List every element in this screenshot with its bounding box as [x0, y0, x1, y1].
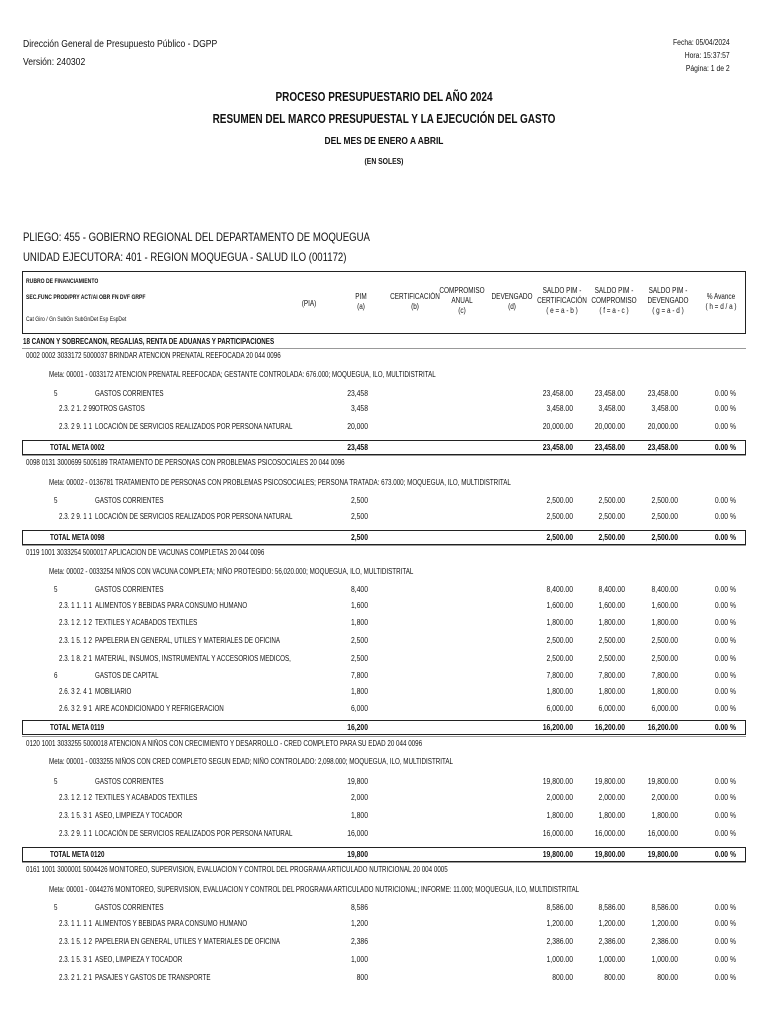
col-pim-sub: (a) — [357, 302, 365, 311]
col-cert-sub: (b) — [411, 302, 419, 311]
category-row — [22, 388, 746, 400]
row-code: 2.3. 2 9. 1 1 — [59, 512, 92, 521]
row-label: TOTAL META 0002 — [50, 443, 105, 452]
row-label: TOTAL META 0120 — [50, 850, 105, 859]
report-titles — [0, 86, 768, 171]
cell-e: 2,500.00 — [546, 496, 573, 505]
cell-g: 2,500.00 — [651, 496, 678, 505]
cell-f: 1,800.00 — [598, 811, 625, 820]
row-label: TEXTILES Y ACABADOS TEXTILES — [95, 618, 198, 627]
cell-f: 2,500.00 — [598, 654, 625, 663]
total-row — [22, 442, 746, 454]
col-catgiro: Cat Giro / Gn SubGn SubGnDet Esp EspDet — [26, 316, 127, 323]
report-header-left — [23, 35, 217, 71]
col-avance-label: % Avance — [706, 292, 736, 301]
cell-pim: 16,200 — [347, 723, 368, 732]
date-text: Fecha: 05/04/2024 — [673, 38, 730, 47]
row-code: 5 — [54, 903, 58, 912]
cell-f: 2,500.00 — [598, 496, 625, 505]
cell-f: 7,800.00 — [598, 671, 625, 680]
title-line-4: (EN SOLES) — [364, 156, 404, 166]
total-row — [22, 722, 746, 734]
col-pim-label: PIM — [355, 292, 367, 301]
cell-g: 16,200.00 — [647, 723, 678, 732]
row-label: LOCACIÓN DE SERVICIOS REALIZADOS POR PERSONA NATURAL — [95, 422, 293, 431]
cell-g: 8,586.00 — [651, 903, 678, 912]
cell-pim: 20,000 — [347, 422, 368, 431]
cell-h: 0.00 % — [714, 704, 736, 713]
cell-f: 2,500.00 — [598, 636, 625, 645]
col-saldo-dev-l2: DEVENGADO — [647, 296, 689, 305]
version-text: Versión: 240302 — [23, 56, 86, 68]
row-label: Meta: 00001 - 0044276 MONITOREO, SUPERVISION, EVALUACION Y CONTROL DEL PROGRAMA ARTICULADO NUTRICIONAL; INFORME: 11.000; MOQUEGUA, ILO, MULTIDISTRITAL — [49, 885, 580, 894]
unidad-ejecutora-text: UNIDAD EJECUTORA: 401 - REGION MOQUEGUA - SALUD ILO (001172) — [23, 250, 347, 264]
cell-h: 0.00 % — [714, 955, 736, 964]
cell-g: 800.00 — [657, 973, 678, 982]
cell-pim: 2,500 — [350, 654, 368, 663]
total-row — [22, 532, 746, 544]
col-comp-sub: (c) — [458, 306, 466, 315]
col-pia: (PIA) — [301, 299, 317, 308]
category-row — [22, 670, 746, 682]
col-avance — [697, 292, 745, 312]
cell-pim: 16,000 — [347, 829, 368, 838]
item-row — [22, 810, 746, 822]
cell-f: 8,586.00 — [598, 903, 625, 912]
meta-row — [22, 547, 746, 559]
row-code: 2.3. 1 2. 1 2 — [59, 793, 92, 802]
cell-pim: 8,400 — [350, 585, 368, 594]
meta-row — [22, 738, 746, 750]
title-line-1: PROCESO PRESUPUESTARIO DEL AÑO 2024 — [275, 90, 493, 104]
pliego-text: PLIEGO: 455 - GOBIERNO REGIONAL DEL DEPARTAMENTO DE MOQUEGUA — [23, 230, 370, 244]
cell-f: 1,000.00 — [598, 955, 625, 964]
cell-h: 0.00 % — [714, 618, 736, 627]
row-label: GASTOS CORRIENTES — [95, 389, 164, 398]
cell-h: 0.00 % — [714, 585, 736, 594]
cell-pim: 2,500 — [350, 512, 368, 521]
col-saldo-dev-l3: ( g = a - d ) — [652, 306, 684, 315]
title-line-3: DEL MES DE ENERO A ABRIL — [324, 135, 444, 147]
cell-g: 6,000.00 — [651, 704, 678, 713]
cell-h: 0.00 % — [714, 636, 736, 645]
cell-f: 2,386.00 — [598, 937, 625, 946]
cell-e: 20,000.00 — [542, 422, 573, 431]
cell-pim: 1,800 — [350, 811, 368, 820]
category-row — [22, 776, 746, 788]
row-label: Meta: 00001 - 0033255 NIÑOS CON CRED COMPLETO SEGUN EDAD; NIÑO CONTROLADO: 2,098.000; MOQUEGUA, ILO, MULTIDISTRITAL — [49, 757, 453, 766]
meta-description-row — [22, 884, 746, 896]
cell-g: 1,600.00 — [651, 601, 678, 610]
row-code: 2.3. 2 9. 1 1 — [59, 829, 92, 838]
cell-e: 1,800.00 — [546, 811, 573, 820]
item-row — [22, 686, 746, 698]
cell-f: 19,800.00 — [594, 850, 625, 859]
cell-e: 8,400.00 — [546, 585, 573, 594]
col-cert-label: CERTIFICACIÓN — [390, 292, 440, 301]
col-comp — [434, 286, 490, 316]
cell-g: 23,458.00 — [647, 443, 678, 452]
cell-f: 16,000.00 — [594, 829, 625, 838]
cell-h: 0.00 % — [714, 811, 736, 820]
row-label: AIRE ACONDICIONADO Y REFRIGERACION — [95, 704, 224, 713]
rubro-row — [22, 336, 746, 348]
cell-e: 23,458.00 — [542, 389, 573, 398]
cell-pim: 2,500 — [350, 636, 368, 645]
item-row — [22, 936, 746, 948]
item-row — [22, 403, 746, 415]
cell-pim: 2,500 — [350, 533, 368, 542]
row-code: 2.3. 1 8. 2 1 — [59, 654, 92, 663]
row-label: PASAJES Y GASTOS DE TRANSPORTE — [95, 973, 211, 982]
cell-pim: 7,800 — [350, 671, 368, 680]
cell-h: 0.00 % — [714, 973, 736, 982]
col-dev-label: DEVENGADO — [491, 292, 533, 301]
cell-f: 23,458.00 — [594, 443, 625, 452]
row-code: 2.3. 1 1. 1 1 — [59, 919, 92, 928]
cell-e: 2,500.00 — [546, 533, 573, 542]
cell-h: 0.00 % — [714, 850, 736, 859]
row-code: 2.6. 3 2. 4 1 — [59, 687, 92, 696]
row-code: 5 — [54, 777, 58, 786]
row-divider — [22, 545, 746, 546]
cell-e: 1,600.00 — [546, 601, 573, 610]
title-line-2: RESUMEN DEL MARCO PRESUPUESTAL Y LA EJECUCIÓN DEL GASTO — [212, 112, 556, 126]
cell-e: 1,200.00 — [546, 919, 573, 928]
cell-e: 2,500.00 — [546, 654, 573, 663]
cell-h: 0.00 % — [714, 422, 736, 431]
row-label: Meta: 00002 - 0136781 TRATAMIENTO DE PERSONAS CON PROBLEMAS PSICOSOCIALES; PERSONA TRATADA: 673.000; MOQUEGUA, ILO, MULTIDISTRITAL — [49, 478, 511, 487]
total-row — [22, 849, 746, 861]
category-row — [22, 902, 746, 914]
cell-f: 2,500.00 — [598, 512, 625, 521]
item-row — [22, 600, 746, 612]
cell-h: 0.00 % — [714, 404, 736, 413]
row-label: PAPELERIA EN GENERAL, UTILES Y MATERIALES DE OFICINA — [95, 937, 281, 946]
cell-g: 1,000.00 — [651, 955, 678, 964]
category-row — [22, 584, 746, 596]
row-label: TOTAL META 0119 — [50, 723, 105, 732]
item-row — [22, 954, 746, 966]
row-label: OTROS GASTOS — [95, 404, 145, 413]
cell-e: 2,500.00 — [546, 636, 573, 645]
col-saldo-cert-l1: SALDO PIM - — [542, 286, 582, 295]
row-label: 0120 1001 3033255 5000018 ATENCION A NIÑOS CON CRECIMIENTO Y DESARROLLO - CRED COMPLETO PARA SU EDAD 20 044 0096 — [26, 739, 423, 748]
col-pim — [345, 292, 377, 312]
row-code: 2.3. 1 2. 1 2 — [59, 618, 92, 627]
col-saldo-comp-l3: ( f = a - c ) — [599, 306, 629, 315]
column-header — [22, 271, 746, 334]
row-label: TOTAL META 0098 — [50, 533, 105, 542]
cell-pim: 2,000 — [350, 793, 368, 802]
row-label: ALIMENTOS Y BEBIDAS PARA CONSUMO HUMANO — [95, 919, 248, 928]
meta-description-row — [22, 369, 746, 381]
cell-h: 0.00 % — [714, 793, 736, 802]
row-label: Meta: 00002 - 0033254 NIÑOS CON VACUNA COMPLETA; NIÑO PROTEGIDO: 56,020.000; MOQUEGUA, ILO, MULTIDISTRITAL — [49, 567, 414, 576]
row-code: 2.3. 1 5. 3 1 — [59, 955, 92, 964]
cell-e: 2,500.00 — [546, 512, 573, 521]
cell-g: 2,500.00 — [651, 636, 678, 645]
cell-h: 0.00 % — [714, 671, 736, 680]
cell-f: 2,000.00 — [598, 793, 625, 802]
entity-info — [23, 227, 370, 267]
row-code: 2.3. 1 1. 1 1 — [59, 601, 92, 610]
row-label: 0119 1001 3033254 5000017 APLICACION DE VACUNAS COMPLETAS 20 044 0096 — [26, 548, 265, 557]
cell-g: 23,458.00 — [647, 389, 678, 398]
row-code: 5 — [54, 496, 58, 505]
cell-g: 19,800.00 — [647, 850, 678, 859]
cell-g: 1,200.00 — [651, 919, 678, 928]
cell-e: 23,458.00 — [542, 443, 573, 452]
row-label: LOCACIÓN DE SERVICIOS REALIZADOS POR PERSONA NATURAL — [95, 512, 293, 521]
row-code: 2.3. 2 1. 2 1 — [59, 973, 92, 982]
cell-f: 8,400.00 — [598, 585, 625, 594]
org-name: Dirección General de Presupuesto Público - DGPP — [23, 38, 218, 50]
row-label: 0098 0131 3000699 5005189 TRATAMIENTO DE PERSONAS CON PROBLEMAS PSICOSOCIALES 20 044 0096 — [26, 458, 345, 467]
cell-pim: 6,000 — [350, 704, 368, 713]
col-saldo-cert — [534, 286, 590, 316]
cell-e: 6,000.00 — [546, 704, 573, 713]
col-saldo-comp-l2: COMPROMISO — [591, 296, 637, 305]
cell-pim: 1,200 — [350, 919, 368, 928]
col-rubro: RUBRO DE FINANCIAMIENTO — [26, 278, 99, 285]
row-divider — [22, 862, 746, 863]
cell-g: 2,500.00 — [651, 654, 678, 663]
item-row — [22, 703, 746, 715]
row-code: 5 — [54, 585, 58, 594]
cell-h: 0.00 % — [714, 829, 736, 838]
cell-pim: 1,000 — [350, 955, 368, 964]
row-divider — [22, 348, 746, 349]
col-saldo-dev — [640, 286, 696, 316]
row-label: 0161 1001 3000001 5004426 MONITOREO, SUPERVISION, EVALUACION Y CONTROL DEL PROGRAMA ARTICULADO NUTRICIONAL 20 004 0005 — [26, 865, 448, 874]
col-saldo-cert-l2: CERTIFICACIÓN — [537, 296, 587, 305]
cell-pim: 19,800 — [347, 850, 368, 859]
cell-f: 800.00 — [604, 973, 625, 982]
row-label: Meta: 00001 - 0033172 ATENCION PRENATAL REEFOCADA; GESTANTE CONTROLADA: 676.000; MOQUEGUA, ILO, MULTIDISTRITAL — [49, 370, 436, 379]
row-label: ALIMENTOS Y BEBIDAS PARA CONSUMO HUMANO — [95, 601, 248, 610]
cell-pim: 19,800 — [347, 777, 368, 786]
item-row — [22, 511, 746, 523]
cell-f: 1,200.00 — [598, 919, 625, 928]
report-header-right — [673, 36, 730, 75]
meta-row — [22, 457, 746, 469]
cell-h: 0.00 % — [714, 903, 736, 912]
row-label: MATERIAL, INSUMOS, INSTRUMENTAL Y ACCESORIOS MEDICOS, — [95, 654, 291, 663]
cell-pim: 1,600 — [350, 601, 368, 610]
row-label: ASEO, LIMPIEZA Y TOCADOR — [95, 955, 183, 964]
cell-pim: 23,458 — [347, 443, 368, 452]
row-label: GASTOS CORRIENTES — [95, 585, 164, 594]
row-code: 2.3. 2 9. 1 1 — [59, 422, 92, 431]
col-comp-label2: ANUAL — [451, 296, 473, 305]
cell-f: 1,800.00 — [598, 618, 625, 627]
cell-h: 0.00 % — [714, 654, 736, 663]
cell-g: 19,800.00 — [647, 777, 678, 786]
cell-e: 19,800.00 — [542, 777, 573, 786]
cell-g: 2,000.00 — [651, 793, 678, 802]
col-dev — [485, 292, 539, 312]
cell-pim: 1,800 — [350, 618, 368, 627]
col-saldo-comp-l1: SALDO PIM - — [594, 286, 634, 295]
cell-e: 800.00 — [552, 973, 573, 982]
cell-g: 1,800.00 — [651, 811, 678, 820]
row-label: 0002 0002 3033172 5000037 BRINDAR ATENCION PRENATAL REEFOCADA 20 044 0096 — [26, 351, 281, 360]
item-row — [22, 828, 746, 840]
cell-e: 19,800.00 — [542, 850, 573, 859]
item-row — [22, 635, 746, 647]
row-label: LOCACIÓN DE SERVICIOS REALIZADOS POR PERSONA NATURAL — [95, 829, 293, 838]
col-saldo-dev-l1: SALDO PIM - — [648, 286, 688, 295]
row-divider — [22, 736, 746, 737]
col-saldo-comp — [586, 286, 642, 316]
cell-e: 8,586.00 — [546, 903, 573, 912]
cell-pim: 800 — [356, 973, 368, 982]
cell-pim: 3,458 — [350, 404, 368, 413]
cell-pim: 23,458 — [347, 389, 368, 398]
cell-g: 1,800.00 — [651, 687, 678, 696]
cell-g: 20,000.00 — [647, 422, 678, 431]
cell-e: 2,000.00 — [546, 793, 573, 802]
cell-f: 20,000.00 — [594, 422, 625, 431]
cell-e: 7,800.00 — [546, 671, 573, 680]
cell-h: 0.00 % — [714, 389, 736, 398]
cell-h: 0.00 % — [714, 443, 736, 452]
cell-e: 16,200.00 — [542, 723, 573, 732]
meta-description-row — [22, 477, 746, 489]
item-row — [22, 918, 746, 930]
cell-e: 1,000.00 — [546, 955, 573, 964]
meta-description-row — [22, 756, 746, 768]
row-code: 2.3. 2 1. 2 99 — [59, 404, 96, 413]
row-code: 2.3. 1 5. 1 2 — [59, 937, 92, 946]
cell-h: 0.00 % — [714, 496, 736, 505]
item-row — [22, 792, 746, 804]
time-text: Hora: 15:37:57 — [685, 51, 730, 60]
meta-description-row — [22, 566, 746, 578]
item-row — [22, 653, 746, 665]
cell-h: 0.00 % — [714, 687, 736, 696]
cell-f: 1,800.00 — [598, 687, 625, 696]
cell-h: 0.00 % — [714, 723, 736, 732]
meta-row — [22, 350, 746, 362]
col-avance-sub: ( h = d / a ) — [705, 302, 737, 311]
cell-pim: 2,500 — [350, 496, 368, 505]
item-row — [22, 972, 746, 984]
page-number: Página: 1 de 2 — [686, 64, 730, 73]
cell-g: 2,500.00 — [651, 533, 678, 542]
col-secfunc: SEC.FUNC PROD/PRY ACT/AI OBR FN DVF GRPF — [26, 294, 146, 301]
row-label: GASTOS CORRIENTES — [95, 903, 164, 912]
cell-f: 23,458.00 — [594, 389, 625, 398]
cell-f: 19,800.00 — [594, 777, 625, 786]
row-code: 6 — [54, 671, 58, 680]
cell-h: 0.00 % — [714, 533, 736, 542]
col-saldo-cert-l3: ( e = a - b ) — [546, 306, 578, 315]
cell-g: 2,500.00 — [651, 512, 678, 521]
cell-f: 6,000.00 — [598, 704, 625, 713]
row-code: 2.6. 3 2. 9 1 — [59, 704, 92, 713]
cell-e: 3,458.00 — [546, 404, 573, 413]
row-label: 18 CANON Y SOBRECANON, REGALIAS, RENTA DE ADUANAS Y PARTICIPACIONES — [23, 337, 275, 346]
row-label: TEXTILES Y ACABADOS TEXTILES — [95, 793, 198, 802]
cell-pim: 1,800 — [350, 687, 368, 696]
cell-f: 16,200.00 — [594, 723, 625, 732]
cell-g: 8,400.00 — [651, 585, 678, 594]
cell-g: 7,800.00 — [651, 671, 678, 680]
row-code: 5 — [54, 389, 58, 398]
row-label: MOBILIARIO — [95, 687, 132, 696]
cell-e: 1,800.00 — [546, 618, 573, 627]
row-code: 2.3. 1 5. 3 1 — [59, 811, 92, 820]
cell-pim: 2,386 — [350, 937, 368, 946]
row-label: PAPELERIA EN GENERAL, UTILES Y MATERIALES DE OFICINA — [95, 636, 281, 645]
cell-f: 1,600.00 — [598, 601, 625, 610]
cell-h: 0.00 % — [714, 777, 736, 786]
cell-f: 3,458.00 — [598, 404, 625, 413]
meta-row — [22, 864, 746, 876]
cell-e: 2,386.00 — [546, 937, 573, 946]
cell-g: 2,386.00 — [651, 937, 678, 946]
cell-f: 2,500.00 — [598, 533, 625, 542]
row-divider — [22, 455, 746, 456]
cell-e: 1,800.00 — [546, 687, 573, 696]
row-label: GASTOS CORRIENTES — [95, 777, 164, 786]
row-label: ASEO, LIMPIEZA Y TOCADOR — [95, 811, 183, 820]
cell-h: 0.00 % — [714, 919, 736, 928]
cell-pim: 8,586 — [350, 903, 368, 912]
cell-g: 1,800.00 — [651, 618, 678, 627]
cell-e: 16,000.00 — [542, 829, 573, 838]
item-row — [22, 421, 746, 433]
cell-h: 0.00 % — [714, 512, 736, 521]
cell-g: 16,000.00 — [647, 829, 678, 838]
cell-g: 3,458.00 — [651, 404, 678, 413]
cell-h: 0.00 % — [714, 601, 736, 610]
item-row — [22, 617, 746, 629]
col-comp-label: COMPROMISO — [439, 286, 485, 295]
row-code: 2.3. 1 5. 1 2 — [59, 636, 92, 645]
category-row — [22, 495, 746, 507]
row-label: GASTOS DE CAPITAL — [95, 671, 159, 680]
row-label: GASTOS CORRIENTES — [95, 496, 164, 505]
col-dev-sub: (d) — [508, 302, 516, 311]
cell-h: 0.00 % — [714, 937, 736, 946]
